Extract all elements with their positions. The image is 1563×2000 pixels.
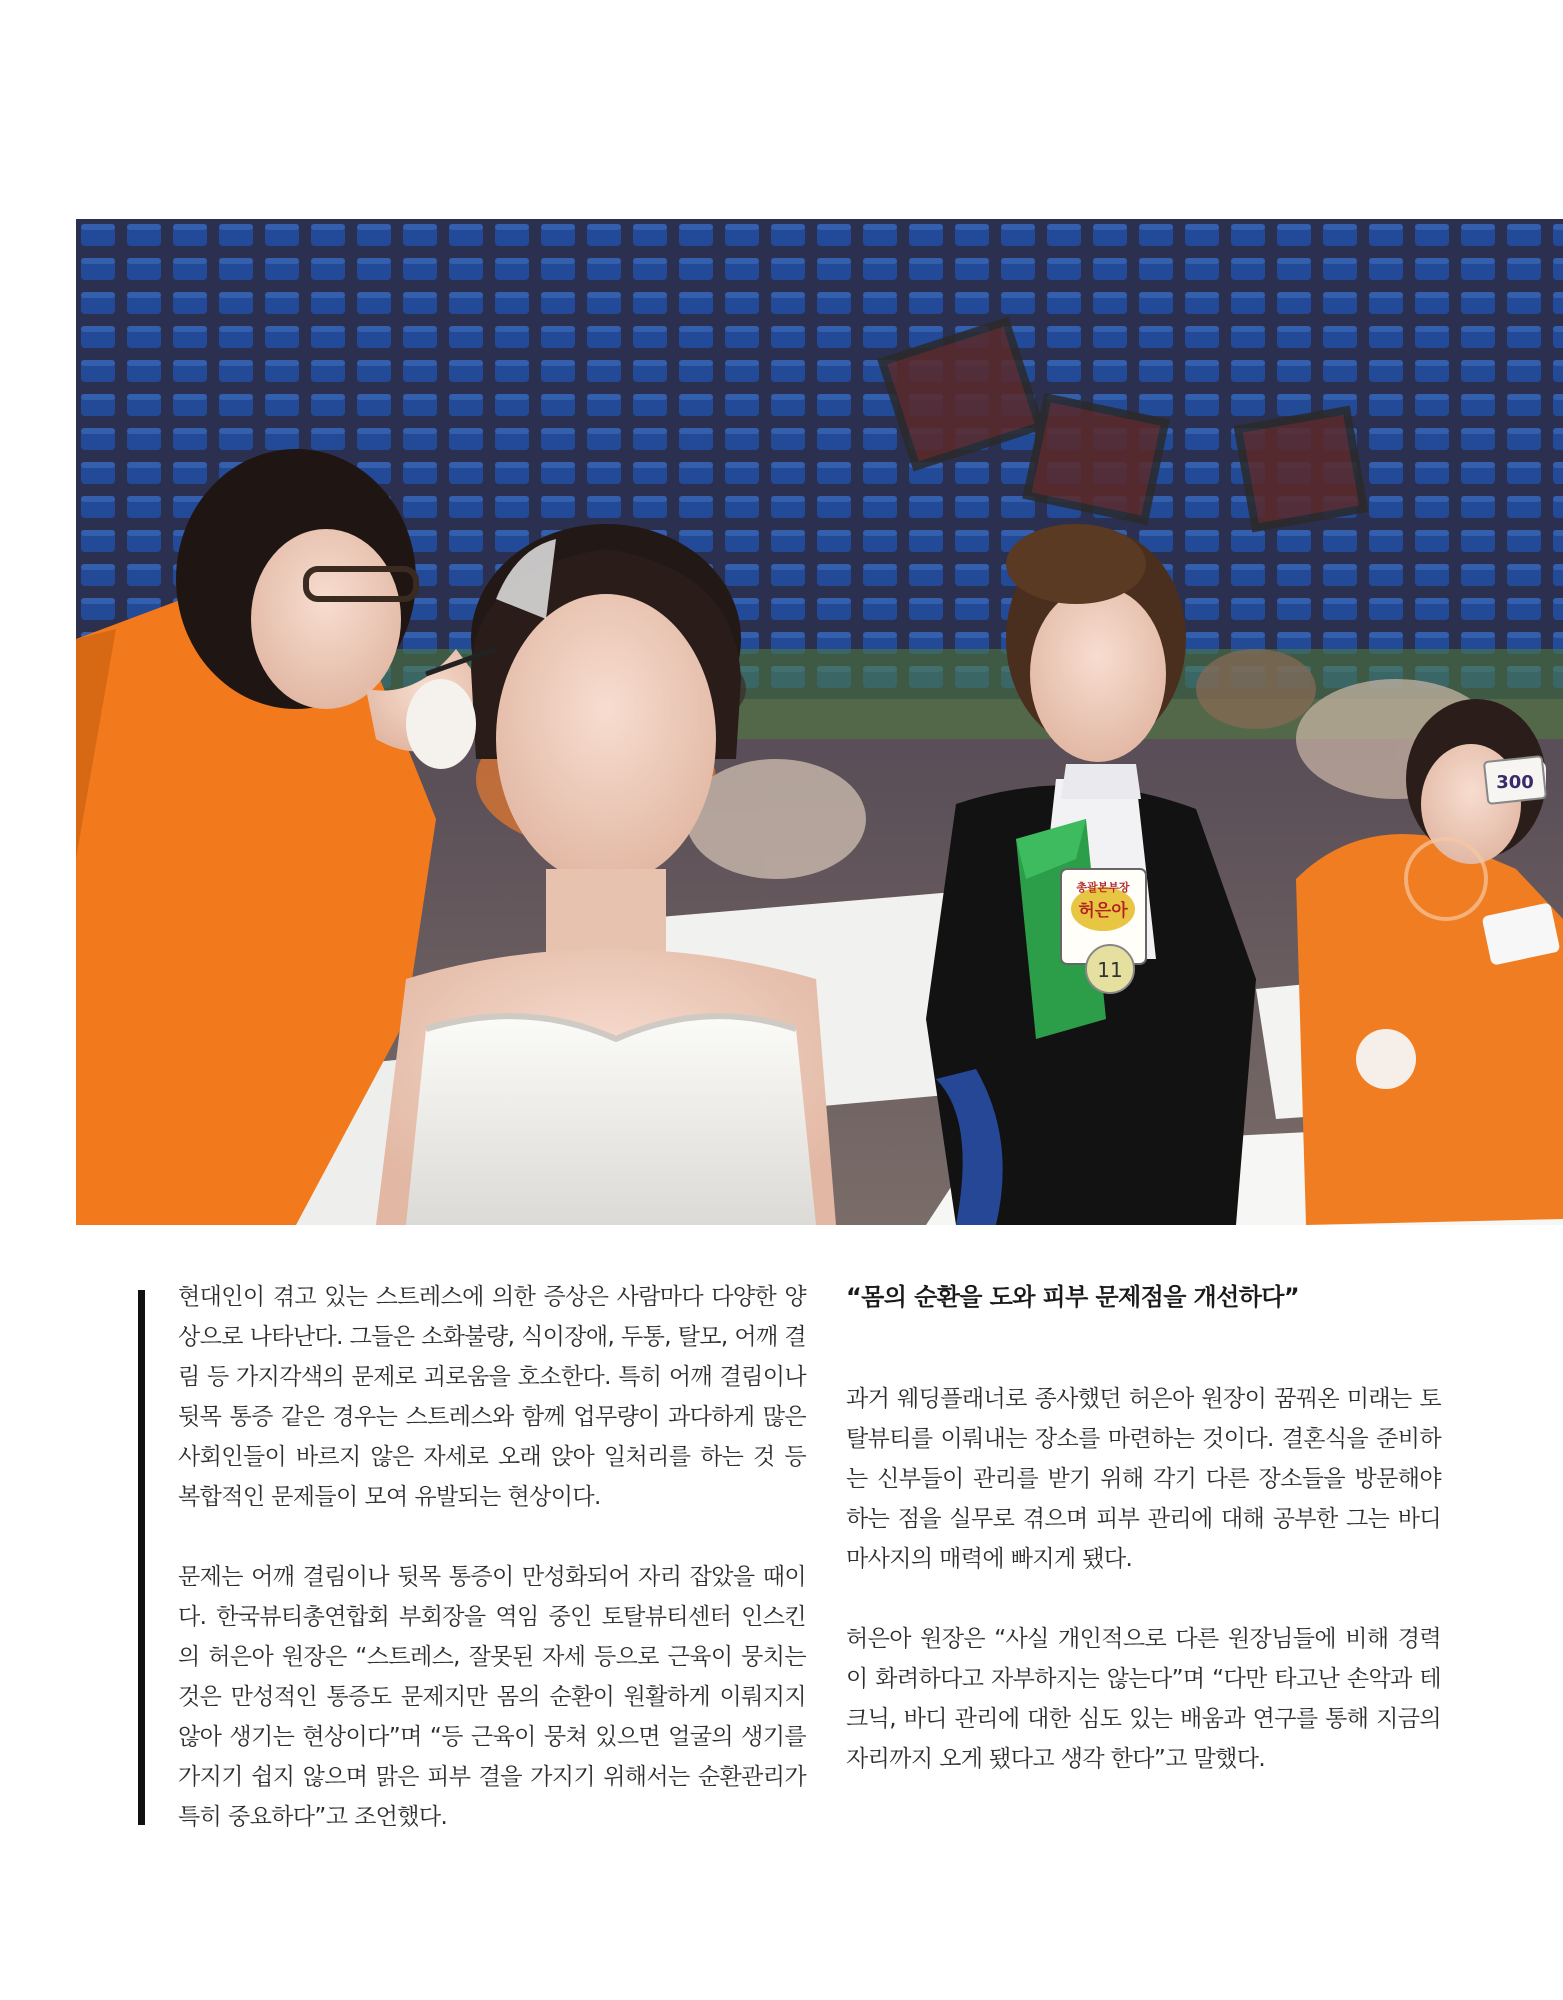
- right-paragraph-2: 허은아 원장은 “사실 개인적으로 다른 원장님들에 비해 경력이 화려하다고 자부하지는 않는다”며 “다만 타고난 손악과 테크닉, 바디 관리에 대한 심도 있는 배움과 연구를 통해 지금의 자리까지 오게 됐다고 생각 한다”고 말했다.: [846, 1626, 1441, 1772]
- article-right-column: [846, 1277, 1441, 1779]
- right-paragraph-1: 과거 웨딩플래너로 종사했던 허은아 원장이 꿈꿔온 미래는 토탈뷰티를 이뤄내는 장소를 마련하는 것이다. 결혼식을 준비하는 신부들이 관리를 받기 위해 각기 다른 장소들을 방문해야 하는 점을 실무로 겪으며 피부 관리에 대해 공부한 그는 바디 마사지의 매력에 빠지게 됐다.: [846, 1386, 1441, 1572]
- judge-name-text: 허은아: [1078, 901, 1128, 921]
- judge-title-text: 총괄본부장: [1076, 881, 1130, 894]
- contestant-number-tag: [1484, 756, 1546, 804]
- article-photo: [76, 219, 1563, 1225]
- left-paragraph-1: 현대인이 겪고 있는 스트레스에 의한 증상은 사람마다 다양한 양상으로 나타난다. 그들은 소화불량, 식이장애, 두통, 탈모, 어깨 결림 등 가지각색의 문제로 괴로움을 호소한다. 특히 어깨 결림이나 뒷목 통증 같은 경우는 스트레스와 함께 업무량이 과다하게 많은 사회인들이 바르지 않은 자세로 오래 앉아 일처리를 하는 것 등 복합적인 문제들이 모여 유발되는 현상이다.: [178, 1284, 806, 1510]
- section-heading: “몸의 순환을 도와 피부 문제점을 개선하다”: [846, 1283, 1300, 1311]
- contestant-number-text: 300: [1496, 772, 1534, 793]
- article-left-column: [178, 1277, 806, 1837]
- judge-number-tag: [1086, 945, 1134, 993]
- left-paragraph-2: 문제는 어깨 결림이나 뒷목 통증이 만성화되어 자리 잡았을 때이다. 한국뷰티총연합회 부회장을 역임 중인 토탈뷰티센터 인스킨의 허은아 원장은 “스트레스, 잘못된 자세 등으로 근육이 뭉치는 것은 만성적인 통증도 문제지만 몸의 순환이 원활하게 이뤄지지 않아 생기는 현상이다”며 “등 근육이 뭉쳐 있으면 얼굴의 생기를 가지기 쉽지 않으며 맑은 피부 결을 가지기 위해서는 순환관리가 특히 중요하다”고 조언했다.: [178, 1564, 806, 1830]
- accent-bar: [138, 1290, 145, 1825]
- makeup-competition-photo: [76, 219, 1563, 1225]
- judge-number-text: 11: [1097, 958, 1123, 982]
